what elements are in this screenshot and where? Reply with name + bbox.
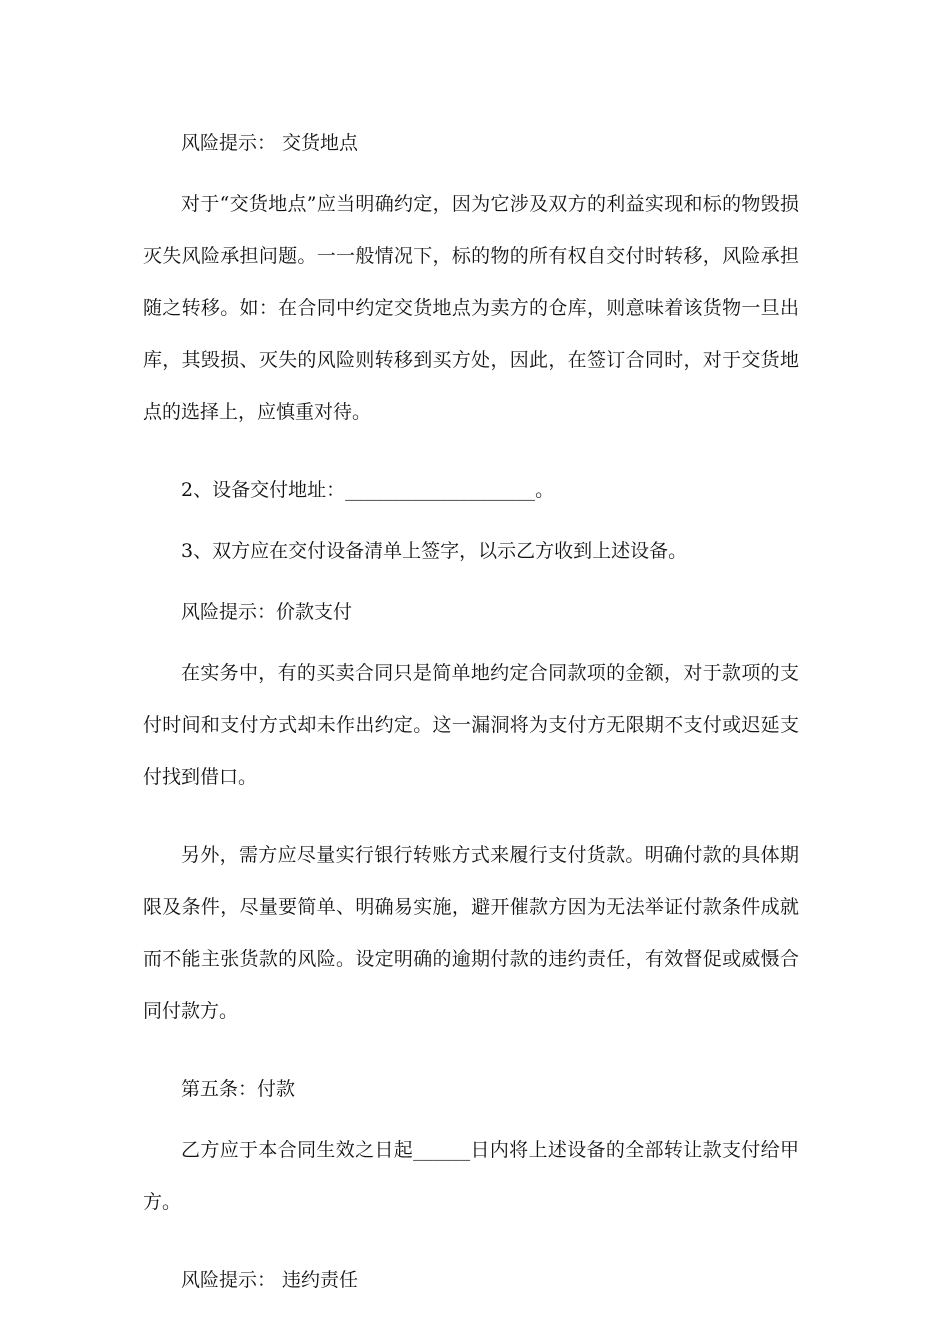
- paragraph-payment-practice: 在实务中，有的买卖合同只是简单地约定合同款项的金额，对于款项的支付时间和支付方式却未作出约定。这一漏洞将为支付方无限期不支付或迟延支付找到借口。: [143, 662, 799, 788]
- clause-payment-terms: 乙方应于本合同生效之日起______日内将上述设备的全部转让款支付给甲方。: [143, 1139, 799, 1213]
- clause-delivery-address: 2、设备交付地址：____________________。: [181, 479, 555, 501]
- document-body: [143, 117, 799, 1315]
- paragraph-delivery-location-explanation: 对于“交货地点”应当明确约定，因为它涉及双方的利益实现和标的物毁损灭失风险承担问题。一一般情况下，标的物的所有权自交付时转移，风险承担随之转移。如：在合同中约定交货地点为卖方的仓库，则意味着该货物一旦出库，其毁损、灭失的风险则转移到买方处，因此，在签订合同时，对于交货地点的选择上，应慎重对待。: [143, 193, 799, 423]
- risk-heading-delivery-location: 风险提示： 交货地点: [181, 132, 359, 154]
- paragraph-payment-advice: 另外，需方应尽量实行银行转账方式来履行支付货款。明确付款的具体期限及条件，尽量要简单、明确易实施，避开催款方因为无法举证付款条件成就而不能主张货款的风险。设定明确的逾期付款的违约责任，有效督促或威慑合同付款方。: [143, 844, 799, 1022]
- clause-sign-delivery-list: 3、双方应在交付设备清单上签字，以示乙方收到上述设备。: [181, 540, 688, 562]
- article-five-heading: 第五条：付款: [181, 1078, 296, 1100]
- risk-heading-payment: 风险提示：价款支付: [181, 601, 353, 623]
- risk-heading-breach-liability: 风险提示： 违约责任: [181, 1269, 359, 1291]
